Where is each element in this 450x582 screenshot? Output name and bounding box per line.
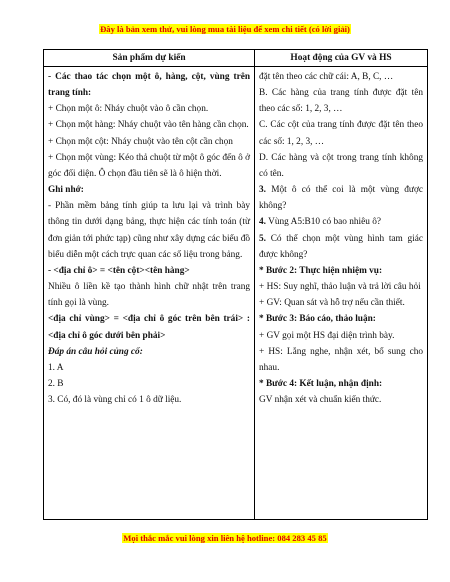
product-line: + Chọn một ô: Nháy chuột vào ô cần chọn.	[48, 104, 209, 115]
question-text: Một ô có thể coi là một vùng được không?	[259, 185, 423, 212]
product-line: Nhiều ô liền kề tạo thành hình chữ nhật trên trang tính gọi là vùng.	[48, 282, 250, 309]
header-expected-products: Sản phẩm dự kiến	[44, 50, 255, 67]
expected-products-cell	[44, 67, 255, 520]
activity-line: + HS: Lắng nghe, nhận xét, bổ sung cho nhau.	[259, 346, 423, 373]
header-teacher-student-activities: Hoạt động của GV và HS	[255, 50, 428, 67]
activities-cell	[255, 67, 428, 520]
activity-line: GV nhận xét và chuẩn kiến thức.	[259, 395, 382, 406]
activity-line: + HS: Suy nghĩ, thảo luận và trả lời câu hỏi	[259, 282, 421, 293]
product-line: 1. A	[48, 362, 64, 373]
product-line: Ghi nhớ:	[48, 185, 84, 196]
question-text: Có thể chọn một vùng hình tam giác được không?	[259, 233, 423, 260]
activity-line: + GV gọi một HS đại diện trình bày.	[259, 330, 395, 341]
product-line: + Chọn một hàng: Nháy chuột vào tên hàng cần chọn.	[48, 120, 249, 131]
activity-line: * Bước 4: Kết luận, nhận định:	[259, 378, 383, 389]
product-line: 3. Có, đó là vùng chỉ có 1 ô dữ liệu.	[48, 395, 182, 406]
product-line: - Các thao tác chọn một ô, hàng, cột, vùng trên trang tính:	[48, 72, 250, 99]
product-line: Đáp án câu hỏi củng cố:	[48, 346, 143, 357]
question-number: 3.	[259, 185, 266, 196]
activity-line	[259, 182, 423, 214]
product-line: - <địa chỉ ô> = <tên cột><tên hàng>	[48, 265, 190, 276]
product-line: + Chọn một cột: Nháy chuột vào tên cột cần chọn	[48, 136, 233, 147]
table-row	[44, 67, 428, 520]
activity-line: D. Các hàng và cột trong trang tính không có tên.	[259, 152, 423, 179]
question-text: Vùng A5:B10 có bao nhiêu ô?	[265, 217, 381, 228]
activity-line: + GV: Quan sát và hỗ trợ nếu cần thiết.	[259, 298, 405, 309]
product-line: 2. B	[48, 378, 64, 389]
preview-notice-banner	[0, 24, 450, 34]
activity-line: đặt tên theo các chữ cái: A, B, C, …	[259, 72, 394, 82]
hotline-banner	[0, 533, 450, 543]
activity-line	[259, 214, 423, 230]
table-header-row	[44, 50, 428, 67]
lesson-table	[43, 49, 428, 520]
product-line: + Chọn một vùng: Kéo thả chuột từ một ô góc đến ô ở góc đối diện. Ô chọn đầu tiên sẽ là ô hiện thời.	[48, 152, 250, 179]
activity-line: B. Các hàng của trang tính được đặt tên theo các số: 1, 2, 3, …	[259, 88, 423, 115]
product-line: - Phần mềm bảng tính giúp ta lưu lại và trình bày thông tin dưới dạng bảng, thực hiện các tính toán (từ đơn giản tới phức tạp) cũng như xây dựng các biểu đồ biểu diễn một cách trực quan các số liệu trong bảng.	[48, 201, 250, 260]
activity-line	[259, 231, 423, 263]
question-number: 5.	[259, 233, 266, 244]
activity-line: * Bước 3: Báo cáo, thảo luận:	[259, 314, 376, 325]
activity-line: * Bước 2: Thực hiện nhiệm vụ:	[259, 265, 383, 276]
product-line: <địa chỉ vùng> = <địa chỉ ô góc trên bên trái> : <địa chỉ ô góc dưới bên phải>	[48, 314, 250, 341]
activity-line: C. Các cột của trang tính được đặt tên theo các số: 1, 2, 3, …	[259, 120, 423, 147]
preview-notice-text: Đây là bản xem thử, vui lòng mua tài liệu để xem chi tiết (có lời giải)	[100, 24, 350, 34]
hotline-text: Mọi thắc mắc vui lòng xin liên hệ hotline: 084 283 45 85	[123, 533, 327, 543]
question-number: 4.	[259, 217, 266, 228]
